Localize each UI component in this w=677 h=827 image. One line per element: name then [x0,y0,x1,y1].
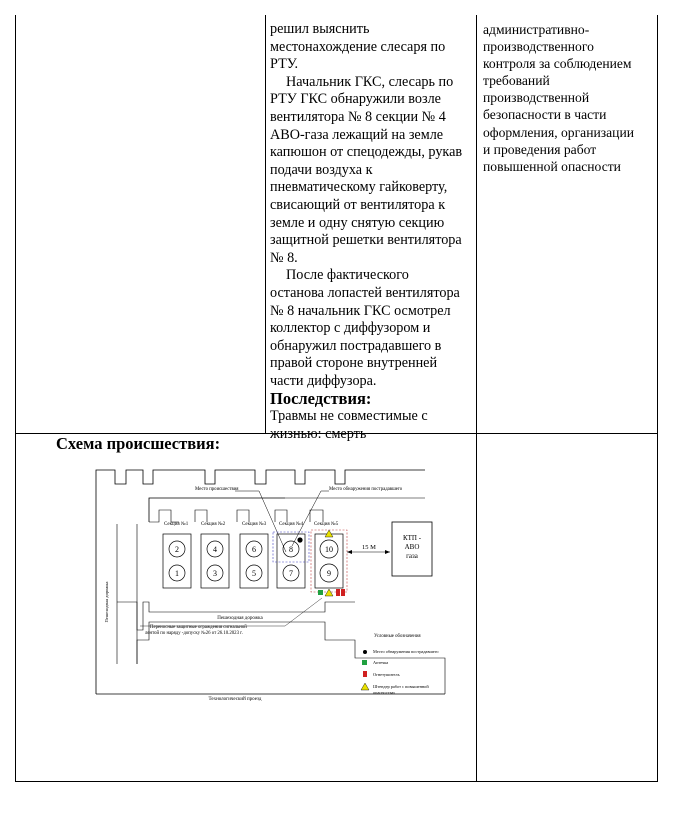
cause-line: требований [483,73,550,89]
legend-victim-icon [363,650,367,654]
narrative-line: № 8 начальник ГКС осмотрел [270,302,451,319]
narrative-line: После фактического [286,267,409,284]
walkway-bottom-label: Пешеходная дорожка [217,616,263,621]
fan-number-3: 3 [213,569,217,578]
consequences-line: жизнью: смерть [270,426,367,443]
section-5-box [315,534,343,588]
legend-item: Аптечка [373,660,389,665]
legend-item: Штендер работ с повышенной [373,684,429,689]
narrative-line: защитной решетки вентилятора [270,232,462,249]
fan-number-1: 1 [175,569,179,578]
table-border-col3 [476,15,477,782]
legend-item: Огнетушитель [373,672,400,677]
section-label-1: Секция №1 [164,522,189,527]
fire-extinguisher-icon [341,589,345,596]
table-border-col2 [265,15,266,433]
consequences-line: Травмы не совместимые с [270,408,428,425]
hazard-sign-icon [325,530,333,537]
fan-number-8: 8 [289,545,293,554]
narrative-line: правой стороне внутренней [270,355,438,372]
incident-place-label: Место происшествия [195,487,239,492]
narrative-line: части диффузора. [270,372,377,389]
fan-number-2: 2 [175,545,179,554]
scheme-title: Схема происшествия: [56,434,221,453]
narrative-line: пневматическому гайковерту, [270,179,448,196]
narrative-line: АВО-газа лежащий на земле [270,126,444,143]
cause-line: и проведения работ [483,141,597,157]
legend-extinguisher-icon [363,671,367,677]
narrative-line: Начальник ГКС, слесарь по [286,73,454,90]
cause-line: повышенной опасности [483,158,621,174]
incident-narrative [270,21,475,444]
fence-section-5 [311,530,347,592]
table-border-bottom [15,781,658,782]
fan-number-5: 5 [252,569,256,578]
ktp-label-line: КТП - [402,534,422,542]
fence-note-line: лентой по наряду -допуску №26 от 26.10.2023 г. [145,631,243,636]
cause-line: контроля за соблюдением [483,56,632,72]
narrative-line: РТУ ГКС обнаружили возле [270,91,441,108]
victim-found-label: Место обнаружения пострадавшего [329,487,403,492]
cause-line: оформления, организации [483,124,634,140]
narrative-line: останова лопастей вентилятора [270,284,460,301]
narrative-line: свисающий от вентилятора к [270,196,446,213]
legend-hazard-icon [361,683,369,690]
fire-extinguisher-icon [336,589,340,596]
fan-number-9: 9 [327,569,331,578]
section-label-5: Секция №5 [314,522,339,527]
victim-location-marker [297,537,302,542]
tech-passage-label: Технологический проезд [208,697,262,702]
section-label-4: Секция №4 [279,522,304,527]
table-border-right [657,15,658,782]
narrative-line: решил выяснить [270,21,370,37]
narrative-line: вентилятора № 8 секции № 4 [270,108,446,125]
cause-line: производственной [483,90,590,106]
fan-number-6: 6 [252,545,256,554]
narrative-line: коллектор с диффузором и [270,320,431,337]
narrative-line: земле и одну снятую секцию [270,214,445,231]
section-2-box [201,534,229,588]
legend-first-aid-icon [362,660,367,665]
narrative-line: РТУ. [270,56,299,73]
cause-line: производственного [483,39,594,55]
hazard-sign-icon [325,589,333,596]
incident-cause [483,21,655,175]
consequences-heading: Последствия: [270,389,372,409]
section-1-box [163,534,191,588]
narrative-line: № 8. [270,249,298,266]
section-label-3: Секция №3 [242,522,267,527]
distance-label: 15 М [362,544,376,551]
legend-item: опасностью [373,690,395,695]
legend-title: Условные обозначения [374,634,421,639]
legend-item: Место обнаружения пострадавшего [373,649,439,654]
fan-number-7: 7 [289,569,293,578]
walkway-left-label: Пешеходная дорожка [104,581,109,623]
cause-line: административно- [483,22,590,37]
narrative-line: местонахождение слесаря по [270,38,446,55]
incident-scheme-diagram [85,462,460,712]
first-aid-icon [318,590,323,595]
section-label-2: Секция №2 [201,522,226,527]
cause-line: безопасности в части [483,107,607,123]
ktp-label-line: газа [406,552,418,560]
narrative-line: подачи воздуха к [270,161,373,178]
fan-number-10: 10 [325,545,333,554]
narrative-line: обнаружил пострадавшего в [270,337,442,354]
table-border-left [15,15,16,782]
fence-note-line: Переносные защитные ограждения сигнальной [150,625,247,630]
fan-number-4: 4 [213,545,217,554]
narrative-line: капюшон от спецодежды, рукав [270,144,463,161]
section-3-box [240,534,268,588]
ktp-label-line: АВО [404,543,420,551]
